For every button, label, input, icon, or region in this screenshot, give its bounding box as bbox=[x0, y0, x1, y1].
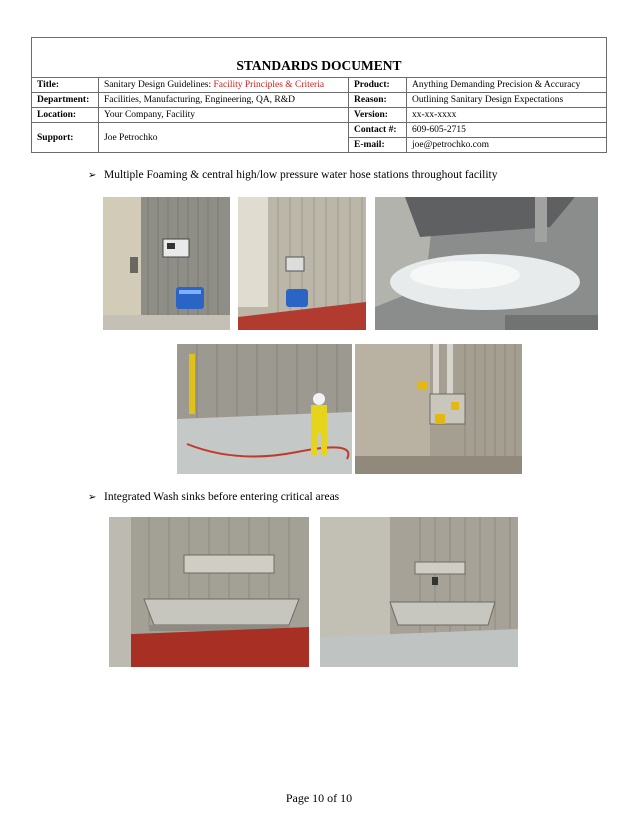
version-label: Version: bbox=[349, 108, 407, 123]
location-value: Your Company, Facility bbox=[99, 108, 349, 123]
foam-floor-photo bbox=[375, 197, 598, 330]
worker-washing-photo bbox=[177, 344, 352, 474]
section-text: Integrated Wash sinks before entering critical areas bbox=[104, 491, 340, 503]
department-label: Department: bbox=[32, 93, 99, 108]
section-bullet-wash-sinks bbox=[88, 491, 339, 503]
arrow-bullet-icon: ➢ bbox=[88, 492, 97, 503]
title-value: Sanitary Design Guidelines: Facility Principles & Criteria bbox=[99, 78, 349, 93]
document-title: STANDARDS DOCUMENT bbox=[32, 38, 607, 78]
contact-value: 609-605-2715 bbox=[407, 123, 607, 138]
product-value: Anything Demanding Precision & Accuracy bbox=[407, 78, 607, 93]
section-bullet-hose-stations bbox=[88, 169, 497, 181]
wash-sink-single-photo bbox=[320, 517, 518, 667]
contact-label: Contact #: bbox=[349, 123, 407, 138]
department-value: Facilities, Manufacturing, Engineering, QA, R&D bbox=[99, 93, 349, 108]
pipe-manifold-photo bbox=[355, 344, 522, 474]
version-value: xx-xx-xxxx bbox=[407, 108, 607, 123]
support-value: Joe Petrochko bbox=[99, 123, 349, 153]
arrow-bullet-icon: ➢ bbox=[88, 170, 97, 181]
page-number: Page 10 of 10 bbox=[285, 791, 353, 805]
product-label: Product: bbox=[349, 78, 407, 93]
email-value: joe@petrochko.com bbox=[407, 138, 607, 153]
email-label: E-mail: bbox=[349, 138, 407, 153]
hose-station-photo-1 bbox=[103, 197, 230, 330]
hose-station-photo-2 bbox=[238, 197, 366, 330]
wash-sink-trough-photo bbox=[109, 517, 309, 667]
header-table bbox=[31, 37, 607, 153]
title-label: Title: bbox=[32, 78, 99, 93]
section-text: Multiple Foaming & central high/low pressure water hose stations throughout facility bbox=[104, 169, 498, 181]
title-value-highlight: Facility Principles & Criteria bbox=[213, 80, 325, 90]
support-label: Support: bbox=[32, 123, 99, 153]
reason-value: Outlining Sanitary Design Expectations bbox=[407, 93, 607, 108]
location-label: Location: bbox=[32, 108, 99, 123]
reason-label: Reason: bbox=[349, 93, 407, 108]
